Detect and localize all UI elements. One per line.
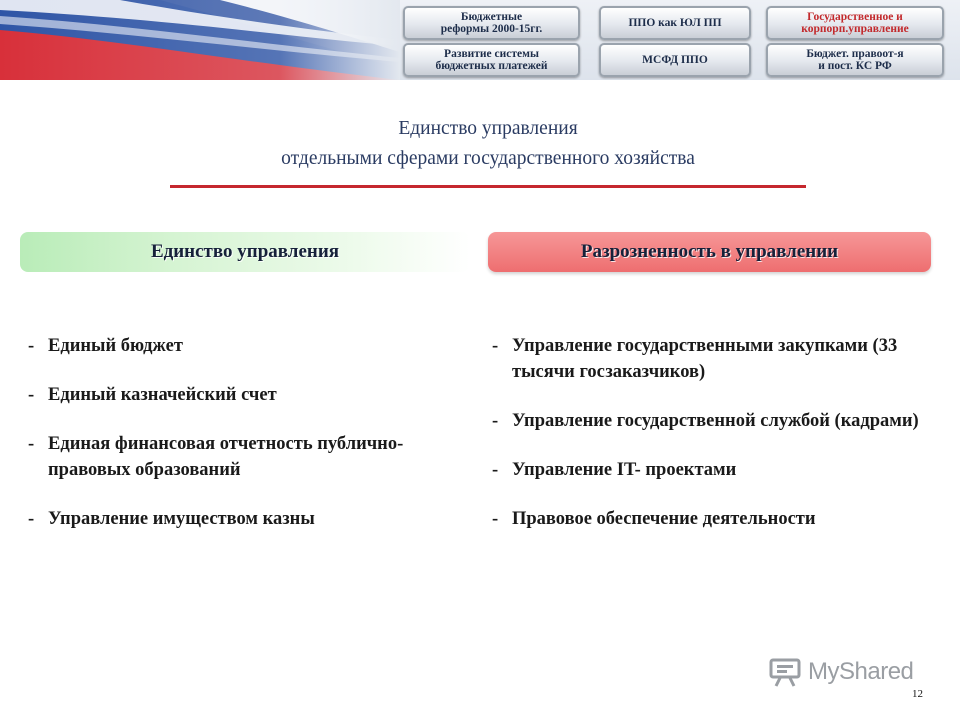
watermark-text: MyShared [808, 658, 914, 685]
fragmentation-list-item: - Управление государственной службой (кадрами) [492, 408, 942, 434]
fragmentation-list-item: - Правовое обеспечение деятельности [492, 506, 942, 532]
section-header-fragmentation-label: Разрозненность в управлении [580, 241, 839, 262]
title-underline-divider [170, 185, 806, 188]
russian-flag-swoosh-image [0, 0, 400, 80]
header-band [0, 0, 960, 80]
nav-button-msfd-ppo[interactable]: МСФД ППО [599, 43, 751, 77]
presentation-board-icon [768, 657, 802, 687]
unity-list-item: - Управление имуществом казны [28, 506, 468, 532]
nav-button-budget-reforms[interactable]: Бюджетные реформы 2000-15гг. [403, 6, 580, 40]
section-header-fragmentation [488, 232, 931, 272]
fragmentation-list [492, 333, 942, 555]
unity-list-item: - Единая финансовая отчетность публично-правовых образований [28, 431, 468, 483]
unity-list-item: - Единый казначейский счет [28, 382, 468, 408]
slide-title-line1: Единство управления [398, 118, 578, 139]
section-header-unity-label: Единство управления [150, 241, 340, 262]
section-header-unity [20, 232, 470, 272]
nav-button-ppo-ul[interactable]: ППО как ЮЛ ПП [599, 6, 751, 40]
nav-button-budget-legal-ks[interactable]: Бюджет. правоот-я и пост. КС РФ [766, 43, 944, 77]
page-number: 12 [912, 688, 923, 700]
unity-list [28, 333, 468, 555]
nav-button-state-corporate-management[interactable]: Государственное и корпорп.управление [766, 6, 944, 40]
fragmentation-list-item: - Управление IT- проектами [492, 457, 942, 483]
nav-button-budget-payments[interactable]: Развитие системы бюджетных платежей [403, 43, 580, 77]
fragmentation-list-item: - Управление государственными закупками (33 тысячи госзаказчиков) [492, 333, 942, 385]
slide-title-line2: отдельными сферами государственного хозяйства [281, 148, 695, 169]
myshared-watermark [768, 655, 913, 689]
unity-list-item: - Единый бюджет [28, 333, 468, 359]
